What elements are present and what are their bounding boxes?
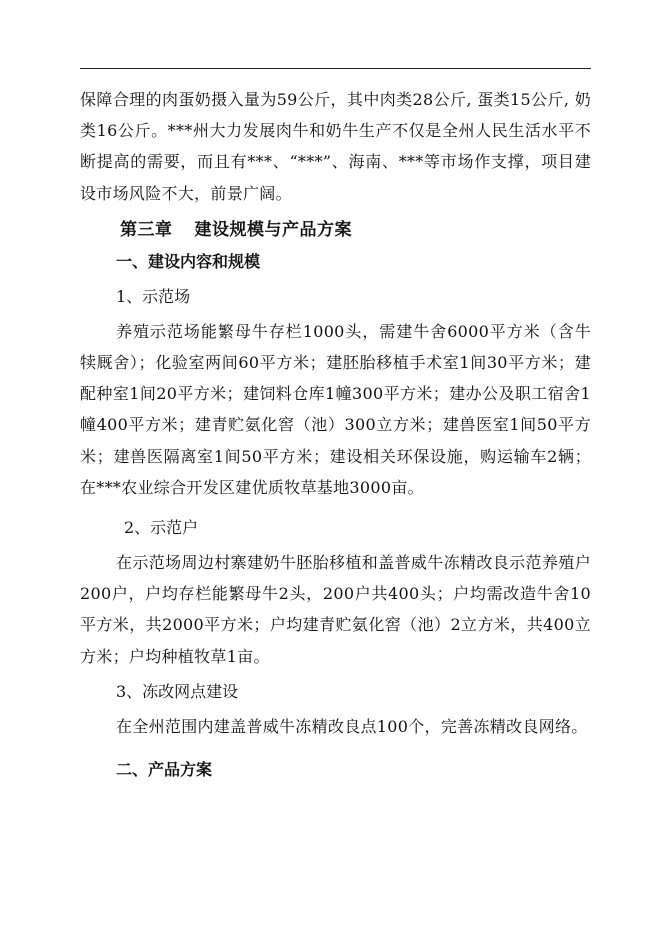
subheading-demo-farm: 1、示范场: [116, 286, 191, 306]
subheading-demo-household: 2、示范户: [124, 518, 199, 538]
demo-household-paragraph: 在示范场周边村寨建奶牛胚胎移植和盖普威牛冻精改良示范养殖户200户，户均存栏能繁母牛2头，200户共400头；户均需改造牛舍10平方米，共2000平方米；户均建青贮氨化窖（池）2立方米，共400立方米；户均种植牧草1亩。: [80, 553, 591, 666]
chapter-heading: [80, 215, 591, 246]
document-body: [80, 84, 591, 785]
chapter-title: 建设规模与产品方案: [194, 219, 352, 240]
section-heading-product-plan: 二、产品方案: [116, 760, 213, 780]
subheading-frozen-semen-network: 3、冻改网点建设: [116, 681, 239, 701]
section-heading-construction: 一、建设内容和规模: [116, 251, 261, 271]
chapter-number: 第三章: [120, 219, 173, 240]
header-rule: [80, 68, 591, 69]
intro-paragraph: 保障合理的肉蛋奶摄入量为59公斤，其中肉类28公斤, 蛋类15公斤, 奶类16公斤。***州大力发展肉牛和奶牛生产不仅是全州人民生活水平不断提高的需要，而且有***、“***”、海南、***等市场作支撑，项目建设市场风险不大，前景广阔。: [80, 90, 591, 203]
frozen-semen-paragraph: 在全州范围内建盖普威牛冻精改良点100个，完善冻精改良网络。: [116, 716, 588, 736]
demo-farm-paragraph: 养殖示范场能繁母牛存栏1000头，需建牛舍6000平方米（含牛犊厩舍）；化验室两间60平方米；建胚胎移植手术室1间30平方米；建配种室1间20平方米；建饲料仓库1幢300平方米；建办公及职工宿舍1幢400平方米；建青贮氨化窖（池）300立方米；建兽医室1间50平方米；建兽医隔离室1间50平方米；建设相关环保设施，购运输车2辆；在***农业综合开发区建优质牧草基地3000亩。: [80, 321, 591, 497]
